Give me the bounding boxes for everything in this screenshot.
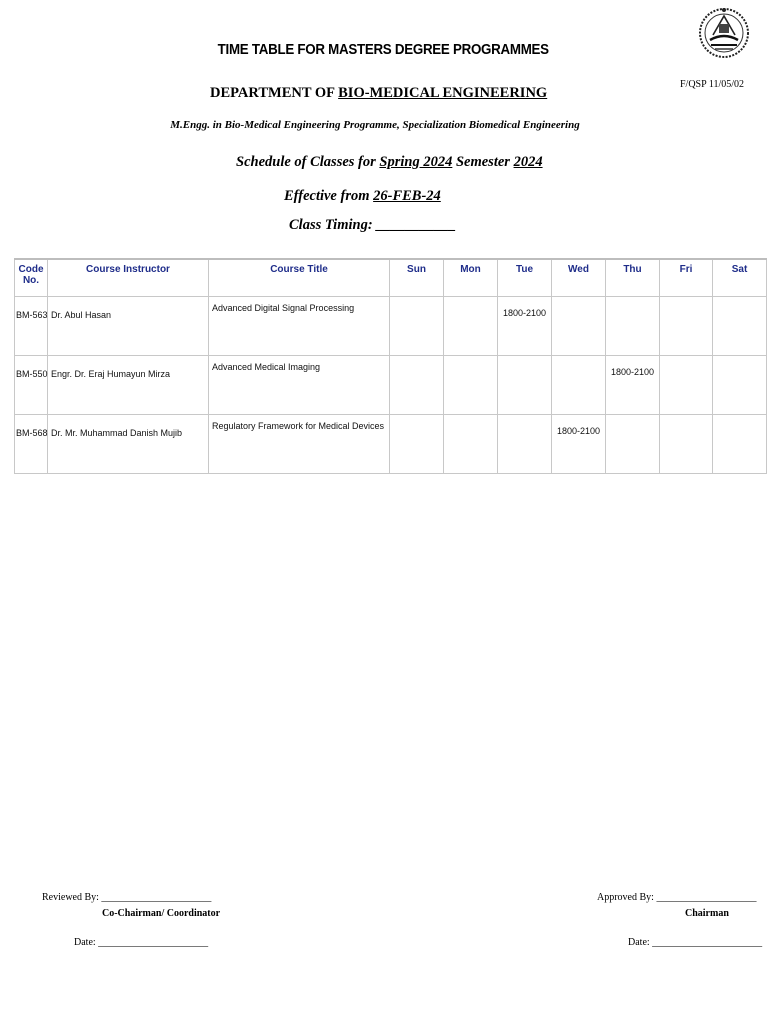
reviewer-role: Co-Chairman/ Coordinator bbox=[102, 908, 221, 919]
cell-code: BM-568 bbox=[15, 415, 48, 474]
cell-wed: 1800-2100 bbox=[552, 415, 606, 474]
cell-tue: 1800-2100 bbox=[498, 297, 552, 356]
col-header-sun: Sun bbox=[390, 259, 444, 297]
reviewer-date-line: Date: ______________________ bbox=[74, 937, 209, 948]
cell-mon bbox=[444, 356, 498, 415]
cell-sun bbox=[390, 356, 444, 415]
cell-wed bbox=[552, 356, 606, 415]
cell-thu bbox=[606, 415, 660, 474]
reviewed-by-line: Reviewed By: ______________________ bbox=[42, 892, 212, 903]
cell-fri bbox=[660, 297, 713, 356]
schedule-term: Spring 2024 bbox=[379, 154, 453, 170]
cell-instructor: Dr. Abul Hasan bbox=[48, 297, 209, 356]
cell-tue bbox=[498, 356, 552, 415]
cell-sun bbox=[390, 415, 444, 474]
cell-sat bbox=[713, 356, 767, 415]
cell-fri bbox=[660, 356, 713, 415]
col-header-instructor: Course Instructor bbox=[48, 259, 209, 297]
effective-line bbox=[284, 188, 441, 205]
department-name: BIO-MEDICAL ENGINEERING bbox=[338, 85, 548, 101]
col-header-sat: Sat bbox=[713, 259, 767, 297]
col-header-wed: Wed bbox=[552, 259, 606, 297]
cell-instructor: Engr. Dr. Eraj Humayun Mirza bbox=[48, 356, 209, 415]
effective-prefix: Effective from bbox=[284, 188, 374, 204]
col-header-fri: Fri bbox=[660, 259, 713, 297]
table-row bbox=[15, 297, 767, 356]
approved-by-line: Approved By: ____________________ bbox=[597, 892, 757, 903]
form-code: F/QSP 11/05/02 bbox=[680, 79, 744, 90]
table-row bbox=[15, 415, 767, 474]
table-row bbox=[15, 356, 767, 415]
cell-mon bbox=[444, 415, 498, 474]
col-header-mon: Mon bbox=[444, 259, 498, 297]
schedule-line bbox=[236, 154, 543, 171]
cell-thu: 1800-2100 bbox=[606, 356, 660, 415]
cell-title: Advanced Medical Imaging bbox=[209, 356, 390, 415]
page-title: TIME TABLE FOR MASTERS DEGREE PROGRAMMES bbox=[217, 42, 549, 58]
cell-fri bbox=[660, 415, 713, 474]
schedule-prefix: Schedule of Classes for bbox=[236, 154, 380, 170]
cell-code: BM-550 bbox=[15, 356, 48, 415]
department-prefix: DEPARTMENT OF bbox=[210, 85, 339, 101]
cell-sun bbox=[390, 297, 444, 356]
schedule-year: 2024 bbox=[513, 154, 543, 170]
col-header-thu: Thu bbox=[606, 259, 660, 297]
cell-title: Advanced Digital Signal Processing bbox=[209, 297, 390, 356]
cell-mon bbox=[444, 297, 498, 356]
timetable bbox=[14, 258, 767, 474]
cell-title: Regulatory Framework for Medical Devices bbox=[209, 415, 390, 474]
cell-instructor: Dr. Mr. Muhammad Danish Mujib bbox=[48, 415, 209, 474]
department-heading bbox=[210, 85, 547, 102]
cell-tue bbox=[498, 415, 552, 474]
class-timing: Class Timing: ___________ bbox=[289, 217, 457, 233]
schedule-mid: Semester bbox=[452, 154, 514, 170]
effective-date: 26-FEB-24 bbox=[373, 188, 441, 204]
cell-sat bbox=[713, 415, 767, 474]
cell-code: BM-563 bbox=[15, 297, 48, 356]
cell-thu bbox=[606, 297, 660, 356]
table-header-row bbox=[15, 259, 767, 297]
program-line bbox=[0, 119, 770, 131]
program-text: M.Engg. in Bio-Medical Engineering Programme, Specialization Biomedical Engineering bbox=[170, 119, 580, 131]
col-header-code: Code No. bbox=[15, 259, 48, 297]
cell-sat bbox=[713, 297, 767, 356]
col-header-tue: Tue bbox=[498, 259, 552, 297]
approver-date-line: Date: ______________________ bbox=[628, 937, 763, 948]
col-header-title: Course Title bbox=[209, 259, 390, 297]
cell-wed bbox=[552, 297, 606, 356]
approver-role: Chairman bbox=[685, 908, 729, 919]
